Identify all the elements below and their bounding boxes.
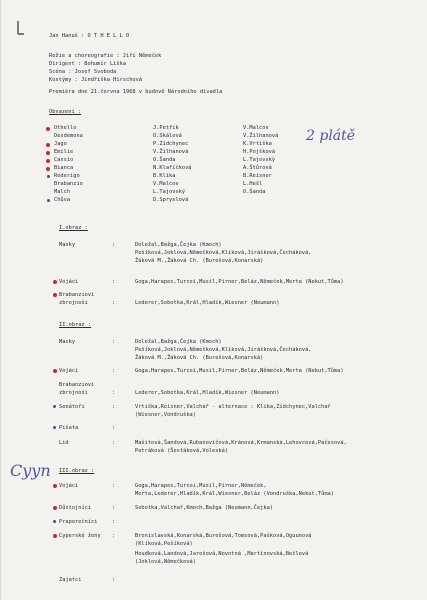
colon: : (112, 533, 116, 539)
act2-heading: II.obraz : (59, 322, 92, 328)
red-mark-icon (53, 534, 57, 538)
cast-heading: Obsazení : (49, 109, 82, 115)
cast-role: Chůva (54, 197, 71, 203)
cast-actor: V.Žilhanová (243, 133, 279, 139)
red-mark-icon (46, 143, 50, 147)
act2-pisata-label: Pišata (59, 425, 79, 431)
cast-actor: O.Skálová (153, 133, 182, 139)
act3-cyperske-line: (Klíková,Pešíková) (135, 541, 193, 547)
cast-actor: L.Hešl (243, 181, 263, 187)
act1-masky-line: Pešíková,Joklová,Němečková,Klíková,Jirášková,Čecháková, (135, 250, 312, 256)
act2-braban-label: zbrojnoši (59, 390, 88, 396)
cast-actor: B.Klika (153, 173, 176, 179)
cast-actor: L.Tajovský (153, 189, 186, 195)
act1-braban-label: Brabanziovi (59, 292, 95, 298)
act1-heading: I.obraz : (59, 225, 88, 231)
cast-role: Malch (54, 189, 71, 195)
cast-actor: H.Pojšková (243, 149, 276, 155)
colon: : (112, 242, 116, 248)
act2-senatori-label: Senátoři (59, 404, 85, 410)
red-mark-icon (46, 167, 50, 171)
red-mark-icon (53, 506, 57, 510)
act3-dustojnici-label: Důstojníci (59, 505, 92, 511)
cast-role: Roderigo (54, 173, 80, 179)
cast-role: Cassio (54, 157, 74, 163)
cast-actor: A.Štůrová (243, 165, 272, 171)
cast-actor: V.Malcov (153, 181, 179, 187)
cast-actor: L.Tajovský (243, 157, 276, 163)
act1-masky-line: Žáková M.,Žáková Ch. (Burešová,Konarská) (135, 258, 264, 264)
premiere-line: Premiéra dne 21.června 1968 v budově Národního divadla (49, 89, 223, 95)
act1-braban: Lederer,Sobotka,Král,Hladík,Wiesner (Neumann) (135, 300, 280, 306)
act3-dustojnici: Sobotka,Valchař,Kmoch,Bažga (Neumann,Čejka) (135, 505, 273, 511)
act3-cyperske-label: Cyperské ženy (59, 533, 101, 539)
colon: : (112, 390, 116, 396)
credit-costumes: Kostýmy : Jindřiška Hirschová (49, 77, 143, 83)
cast-role: Bianca (54, 165, 74, 171)
red-mark-icon (46, 151, 50, 155)
credit-direction: Režie a choreografie : Jiří Němeček (49, 53, 162, 59)
margin-note: Cyyn (10, 461, 51, 480)
act2-masky-line: Pešíková,Joklová,Němečková,Klíková,Jirášková,Čecháková, (135, 347, 312, 353)
blue-mark-icon (53, 520, 56, 523)
act2-senatori-line: Vrtiška,Reisner,Valchař - alternace : Klika,Zídchynec,Valchař (135, 404, 331, 410)
red-mark-icon (53, 280, 57, 284)
credit-scene: Scéna : Josef Svoboda (49, 69, 117, 75)
red-mark-icon (53, 293, 57, 297)
credit-conductor: Dirigent : Bohumír Liška (49, 61, 127, 67)
cast-role: Brabanzio (54, 181, 83, 187)
red-mark-icon (53, 369, 57, 373)
colon: : (112, 368, 116, 374)
act2-vojaci: Goga,Harapes,Turcoi,Musil,Pirner,Beláz,Němeček,Merta (Nekut,Tůma) (135, 368, 344, 374)
act2-lid-line: Mašitová,Šandová,Rubanovičová,Kránová,Krmanská,Lehovcová,Pačesová, (135, 440, 347, 446)
blue-mark-icon (47, 175, 50, 178)
act3-vojaci-label: Vojáci (59, 483, 79, 489)
act1-vojaci: Goga,Harapes,Turcoi,Musil,Pirner,Beláz,Němeček,Merta (Nekut,Tůma) (135, 279, 344, 285)
cast-role: Emilie (54, 149, 74, 155)
act3-heading: III.obraz : (59, 468, 95, 474)
act2-masky-line: Doležal,Bažga,Čejka (Kmoch) (135, 339, 222, 345)
cast-role: Desdemona (54, 133, 83, 139)
cast-actor: P.Zídchynec (153, 141, 189, 147)
cast-role: Jago (54, 141, 67, 147)
cast-actor: K.Vrtiška (243, 141, 272, 147)
cast-actor: O.Šanda (153, 157, 176, 163)
act2-senatori-line: (Wiesner,Vondruška) (135, 412, 196, 418)
cast-actor: N.Klafíčková (153, 165, 192, 171)
colon: : (112, 339, 116, 345)
red-mark-icon (46, 127, 50, 131)
cast-actor: V.Malcov (243, 125, 269, 131)
colon: : (112, 279, 116, 285)
act1-masky-label: Masky (59, 242, 76, 248)
pencil-mark-icon (15, 20, 29, 36)
act3-cyperske-line: Houdková,Landová,Jarošová,Novotná ,Martínovská,Bečlová (135, 551, 309, 557)
cast-actor: B.Reisner (243, 173, 272, 179)
red-mark-icon (46, 159, 50, 163)
act2-masky-label: Masky (59, 339, 76, 345)
blue-mark-icon (53, 405, 56, 408)
cast-actor: O.Šanda (243, 189, 266, 195)
document-title: Jan Hanuš : O T H E L L O (49, 33, 130, 39)
colon: : (112, 483, 116, 489)
cast-actor: V.Žilhanová (153, 149, 189, 155)
act3-zajatci-label: Zajatci (59, 577, 82, 583)
colon: : (112, 577, 116, 583)
colon: : (112, 505, 116, 511)
colon: : (112, 519, 116, 525)
act2-braban-label: Brabanziovi (59, 382, 95, 388)
colon: : (112, 404, 116, 410)
act3-vojaci-line: Merta,Lederer,Hladík,Král,Wiesner,Beláz (Vondruška,Nekut,Tůma) (135, 491, 334, 497)
act1-vojaci-label: Vojáci (59, 279, 79, 285)
cast-role: Othello (54, 125, 77, 131)
colon: : (112, 300, 116, 306)
act1-braban-label: zbrojnoši (59, 300, 88, 306)
cast-actor: D.Spryslová (153, 197, 189, 203)
act3-praporecnici-label: Praporečníci (59, 519, 98, 525)
act2-vojaci-label: Vojáci (59, 368, 79, 374)
colon: : (112, 425, 116, 431)
red-mark-icon (53, 484, 57, 488)
act3-vojaci-line: Goga,Harapes,Turcoi,Musil,Pirner,Němeček, (135, 483, 267, 489)
cast-actor: J.Petřík (153, 125, 179, 131)
act2-lid-line: Petráková (Šestáková,Voleská) (135, 448, 229, 454)
handwritten-note: 2 plátě (306, 128, 356, 144)
act3-cyperske-line: (Joklová,Němečková) (135, 559, 196, 565)
blue-mark-icon (53, 426, 56, 429)
colon: : (112, 440, 116, 446)
act2-masky-line: Žáková M.,Žáková Ch. (Burešová,Konarská) (135, 355, 264, 361)
blue-mark-icon (47, 199, 50, 202)
act2-braban: Lederer,Sobotka,Král,Hladík,Wiesner (Neumann) (135, 390, 280, 396)
act3-cyperske-line: Bronislavská,Konarská,Burešová,Tomsová,Pašková,Oguunová (135, 533, 312, 539)
act2-lid-label: Lid (59, 440, 69, 446)
act1-masky-line: Doležal,Bažga,Čejka (Kmoch) (135, 242, 222, 248)
